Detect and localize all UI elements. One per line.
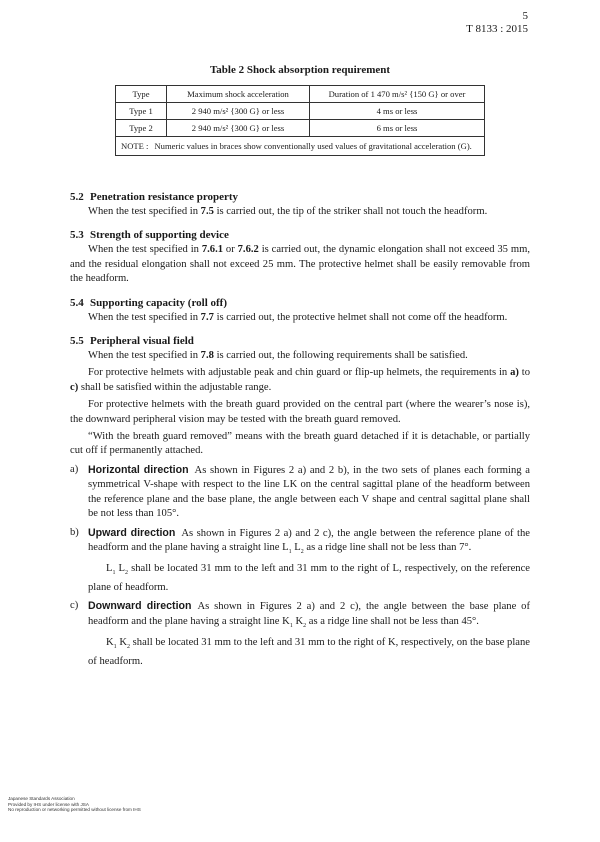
table-note-row [116, 137, 485, 156]
page-header [466, 10, 528, 36]
item-heading: Horizontal direction [88, 463, 189, 476]
note-text: Numeric values in braces show conventionally used values of gravitational acceleration (G). [154, 141, 472, 151]
section-heading: 5.4 Supporting capacity (roll off) [70, 296, 227, 309]
section-5-2 [70, 190, 530, 219]
column-header: Type [116, 86, 167, 103]
note-label: NOTE : [121, 141, 149, 151]
table-header-row [116, 86, 485, 103]
list-marker: c) [70, 600, 79, 612]
paragraph: For protective helmets with the breath guard provided on the central part (where the wearer’s nose is), the downward peripheral vision may be tested with the breath guard removed. [70, 399, 530, 425]
section-heading: 5.3 Strength of supporting device [70, 229, 229, 242]
table-cell: Type 1 [116, 103, 167, 120]
paragraph: $L_1$ $L_2$ shall be located 31 mm to the left and 31 mm to the right of L, respectively, on the reference plane of headform. [88, 563, 530, 593]
license-footer: Japanese Standards Association Provided by IHS under license with JSA No reproduction or networking permitted without license from IHS [8, 796, 141, 813]
paragraph: When the test specified in 7.7 is carried out, the protective helmet shall not come off the headform. [88, 311, 508, 323]
column-header: Maximum shock acceleration [167, 86, 310, 103]
list-marker: b) [70, 526, 79, 538]
document-body [70, 190, 530, 678]
table-cell: Type 2 [116, 120, 167, 137]
list-item: c) Downward direction As shown in Figures 2 a) and 2 c), the angle between the base plane of headform and the plane having a straight line $K_1$ $K_2$ as a ridge line shall not be less than 45°. $K_1$ $K_2$ shall be located 31 mm to the left and 31 mm to the right of K, respectively, on the base plane of headform. [70, 599, 530, 669]
section-heading: 5.2 Penetration resistance property [70, 191, 239, 203]
clause-reference: 7.8 [200, 350, 214, 362]
list-item: a) Horizontal direction As shown in Figures 2 a) and 2 b), in the two sets of planes each forming a symmetrical V-shape with respect to the line LK on the central sagittal plane of the headform between the reference plane and the base plane, the angle between each V shape and central sagittal plane shall be not less than 105°. [70, 463, 530, 522]
clause-reference: 7.6.1 [201, 244, 224, 256]
table-row [116, 120, 485, 137]
item-reference: c) [70, 381, 79, 393]
list-item: b) Upward direction As shown in Figures 2 a) and 2 c), the angle between the reference plane of the headform and the plane having a straight line $L_1$ $L_2$ as a ridge line shall not be less than 7°. $L_1$ $L_2$ shall be located 31 mm to the left and 31 mm to the right of L, respectively, on the reference plane of headform. [70, 526, 530, 596]
paragraph: When the test specified in 7.6.1 or 7.6.2 is carried out, the dynamic elongation shall not exceed 35 mm, and the residual elongation shall not exceed 25 mm. The protective helmet shall be easily removable from the headform. [70, 244, 530, 285]
table-note [116, 137, 485, 156]
section-5-4 [70, 296, 530, 325]
item-heading: Downward direction [88, 600, 192, 613]
paragraph: When the test specified in 7.5 is carried out, the tip of the striker shall not touch the headform. [88, 206, 488, 217]
clause-reference: 7.5 [200, 206, 214, 217]
item-heading: Upward direction [88, 526, 176, 539]
paragraph: When the test specified in 7.8 is carried out, the following requirements shall be satisfied. [88, 350, 468, 362]
table-row [116, 103, 485, 120]
item-reference: a) [510, 367, 519, 379]
shock-absorption-table [115, 85, 485, 156]
table-title: Table 2 Shock absorption requirement [209, 64, 391, 76]
list-marker: a) [70, 463, 79, 475]
column-header: Duration of 1 470 m/s² {150 G} or over [310, 86, 485, 103]
section-heading: 5.5 Peripheral visual field [70, 335, 194, 348]
paragraph: “With the breath guard removed” means with the breath guard detached if it is detachable, or partially cut off if permanently attached. [70, 431, 530, 457]
section-5-3 [70, 228, 530, 286]
table-cell: 4 ms or less [310, 103, 485, 120]
paragraph: $K_1$ $K_2$ shall be located 31 mm to the left and 31 mm to the right of K, respectively, on the base plane of headform. [88, 637, 530, 667]
clause-reference: 7.7 [200, 311, 214, 323]
section-5-5 [70, 334, 530, 669]
clause-reference: 7.6.2 [237, 244, 259, 256]
table-cell: 2 940 m/s² {300 G} or less [167, 103, 310, 120]
table-cell: 6 ms or less [310, 120, 485, 137]
page-number: 5 [522, 10, 528, 22]
table-cell: 2 940 m/s² {300 G} or less [167, 120, 310, 137]
standard-number: T 8133 : 2015 [466, 23, 528, 35]
paragraph: For protective helmets with adjustable peak and chin guard or flip-up helmets, the requirements in a) to c) shall be satisfied within the adjustable range. [70, 367, 530, 393]
